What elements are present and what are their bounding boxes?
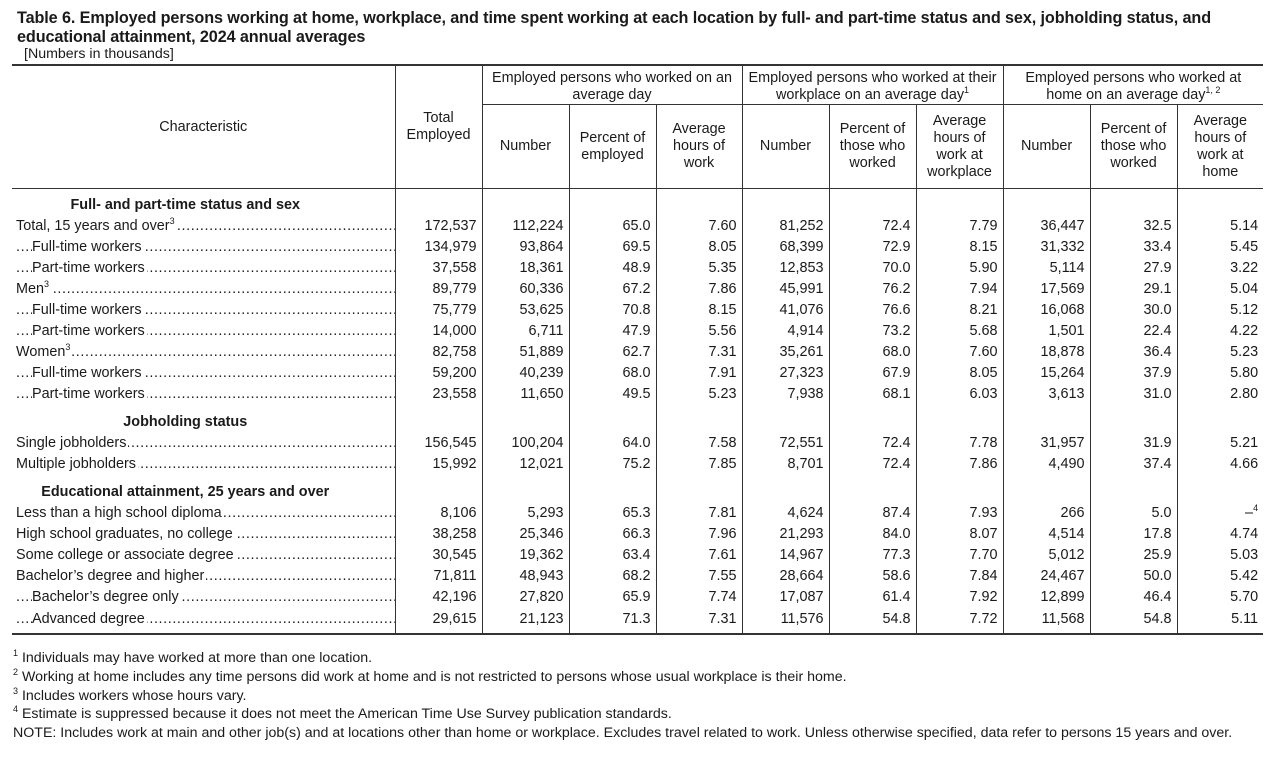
- value-cell: 25.9: [1090, 545, 1177, 566]
- value-cell: 84.0: [829, 524, 916, 545]
- value-cell: 7.78: [916, 433, 1003, 454]
- value-cell: 71,811: [395, 566, 482, 587]
- value-cell: 7.85: [656, 454, 742, 475]
- table-row: [12, 363, 1263, 384]
- value-cell: 7.74: [656, 587, 742, 608]
- value-cell: 5.68: [916, 321, 1003, 342]
- table-row: [12, 524, 1263, 545]
- value-cell: 71.3: [569, 608, 656, 634]
- table-row: [12, 342, 1263, 363]
- table-row: [12, 237, 1263, 258]
- value-cell: 7.91: [656, 363, 742, 384]
- empty-cell: [742, 475, 829, 503]
- value-cell: 32.5: [1090, 216, 1177, 237]
- row-label: Full-time workers .....: [12, 237, 395, 258]
- value-cell: 15,992: [395, 454, 482, 475]
- value-cell: 76.2: [829, 279, 916, 300]
- value-cell: 7.84: [916, 566, 1003, 587]
- value-cell: 7.70: [916, 545, 1003, 566]
- value-cell: 4,490: [1003, 454, 1090, 475]
- value-cell: 33.4: [1090, 237, 1177, 258]
- empty-cell: [656, 475, 742, 503]
- value-cell: 82,758: [395, 342, 482, 363]
- value-cell: 5,012: [1003, 545, 1090, 566]
- table-row: [12, 566, 1263, 587]
- section-header-row: [12, 405, 1263, 433]
- row-label: Bachelor’s degree and higher .....: [12, 566, 395, 587]
- value-cell: 6,711: [482, 321, 569, 342]
- value-cell: 75.2: [569, 454, 656, 475]
- value-cell: 5.35: [656, 258, 742, 279]
- value-cell: 72.4: [829, 433, 916, 454]
- table-row: [12, 300, 1263, 321]
- value-cell: 58.6: [829, 566, 916, 587]
- table-row: [12, 503, 1263, 524]
- value-cell: 3,613: [1003, 384, 1090, 405]
- value-cell: 37.9: [1090, 363, 1177, 384]
- footnotes: [13, 649, 1263, 743]
- value-cell: 31.0: [1090, 384, 1177, 405]
- empty-cell: [1003, 189, 1090, 217]
- value-cell: 31,332: [1003, 237, 1090, 258]
- value-cell: 8.21: [916, 300, 1003, 321]
- section-header-row: [12, 189, 1263, 217]
- value-cell: 77.3: [829, 545, 916, 566]
- header-group-workplace: Employed persons who worked at their workplace on an average day$^1$: [742, 65, 1003, 105]
- value-cell: 37,558: [395, 258, 482, 279]
- empty-cell: [1177, 475, 1263, 503]
- value-cell: 5.90: [916, 258, 1003, 279]
- row-label: Multiple jobholders .....: [12, 454, 395, 475]
- table-row: [12, 608, 1263, 634]
- value-cell: 54.8: [1090, 608, 1177, 634]
- value-cell: 5.21: [1177, 433, 1263, 454]
- value-cell: 12,853: [742, 258, 829, 279]
- empty-cell: [656, 405, 742, 433]
- table-row: [12, 279, 1263, 300]
- value-cell: 7.31: [656, 342, 742, 363]
- value-cell: 30,545: [395, 545, 482, 566]
- value-cell: 7.79: [916, 216, 1003, 237]
- empty-cell: [395, 189, 482, 217]
- value-cell: 31.9: [1090, 433, 1177, 454]
- value-cell: 7.61: [656, 545, 742, 566]
- value-cell: 100,204: [482, 433, 569, 454]
- value-cell: 64.0: [569, 433, 656, 454]
- value-cell: 2.80: [1177, 384, 1263, 405]
- row-label: Some college or associate degree .....: [12, 545, 395, 566]
- empty-cell: [395, 475, 482, 503]
- value-cell: 46.4: [1090, 587, 1177, 608]
- value-cell: 15,264: [1003, 363, 1090, 384]
- value-cell: 76.6: [829, 300, 916, 321]
- header-group-worked: Employed persons who worked on an average day: [482, 65, 742, 105]
- header-workplace-percent: Percent of those who worked: [829, 105, 916, 189]
- empty-cell: [829, 475, 916, 503]
- value-cell: 4.74: [1177, 524, 1263, 545]
- section-title: Full- and part-time status and sex: [70, 197, 300, 213]
- row-label: Bachelor’s degree only .....: [12, 587, 395, 608]
- value-cell: 3.22: [1177, 258, 1263, 279]
- value-cell: 11,568: [1003, 608, 1090, 634]
- value-cell: 8.05: [916, 363, 1003, 384]
- value-cell: 60,336: [482, 279, 569, 300]
- value-cell: 38,258: [395, 524, 482, 545]
- value-cell: 68.1: [829, 384, 916, 405]
- value-cell: 6.03: [916, 384, 1003, 405]
- section-title: Educational attainment, 25 years and over: [41, 484, 330, 500]
- value-cell: 93,864: [482, 237, 569, 258]
- value-cell: 16,068: [1003, 300, 1090, 321]
- empty-cell: [395, 405, 482, 433]
- value-cell: 17.8: [1090, 524, 1177, 545]
- empty-cell: [829, 189, 916, 217]
- value-cell: 12,899: [1003, 587, 1090, 608]
- empty-cell: [482, 189, 569, 217]
- value-cell: 5.11: [1177, 608, 1263, 634]
- value-cell: 49.5: [569, 384, 656, 405]
- value-cell: 8.07: [916, 524, 1003, 545]
- value-cell: 4,624: [742, 503, 829, 524]
- empty-cell: [569, 475, 656, 503]
- empty-cell: [916, 475, 1003, 503]
- value-cell: 8,106: [395, 503, 482, 524]
- value-cell: 12,021: [482, 454, 569, 475]
- value-cell: 4,514: [1003, 524, 1090, 545]
- value-cell: 5.03: [1177, 545, 1263, 566]
- value-cell: 59,200: [395, 363, 482, 384]
- value-cell: 27,323: [742, 363, 829, 384]
- value-cell: 67.9: [829, 363, 916, 384]
- value-cell: 87.4: [829, 503, 916, 524]
- empty-cell: [742, 189, 829, 217]
- value-cell: 68.0: [829, 342, 916, 363]
- empty-cell: [569, 189, 656, 217]
- value-cell: 17,087: [742, 587, 829, 608]
- header-home-hours: Average hours of work at home: [1177, 105, 1263, 189]
- footnote-1: $^1$ Individuals may have worked at more than one location.: [13, 648, 373, 666]
- row-label: Full-time workers .....: [12, 300, 395, 321]
- value-cell: 48.9: [569, 258, 656, 279]
- empty-cell: [916, 189, 1003, 217]
- row-label: High school graduates, no college .....: [12, 524, 395, 545]
- table-body: [12, 189, 1263, 635]
- row-label: Advanced degree .....: [12, 608, 395, 634]
- value-cell: 7.93: [916, 503, 1003, 524]
- value-cell: 134,979: [395, 237, 482, 258]
- row-label: Less than a high school diploma .....: [12, 503, 395, 524]
- footnote-4: $^4$ Estimate is suppressed because it does not meet the American Time Use Survey publication standards.: [13, 704, 672, 723]
- value-cell: 5.80: [1177, 363, 1263, 384]
- empty-cell: [1177, 189, 1263, 217]
- value-cell: 5.42: [1177, 566, 1263, 587]
- header-characteristic: Characteristic: [12, 65, 395, 189]
- value-cell: 8,701: [742, 454, 829, 475]
- value-cell: 29.1: [1090, 279, 1177, 300]
- value-cell: 7.58: [656, 433, 742, 454]
- value-cell: 72.4: [829, 454, 916, 475]
- value-cell: 65.9: [569, 587, 656, 608]
- table-row: [12, 321, 1263, 342]
- table-note: NOTE: Includes work at main and other job(s) and at locations other than home or workplace. Excludes travel related to work. Unless otherwise specified, data refer to persons 15 years and over.: [13, 725, 1233, 742]
- value-cell: 11,650: [482, 384, 569, 405]
- value-cell: 37.4: [1090, 454, 1177, 475]
- value-cell: 7.86: [656, 279, 742, 300]
- value-cell: 21,123: [482, 608, 569, 634]
- header-home-number: Number: [1003, 105, 1090, 189]
- value-cell: 65.0: [569, 216, 656, 237]
- value-cell: 50.0: [1090, 566, 1177, 587]
- header-group-home: Employed persons who worked at home on an average day$^{1, 2}$: [1003, 65, 1263, 105]
- value-cell: 7.86: [916, 454, 1003, 475]
- empty-cell: [482, 475, 569, 503]
- value-cell: 45,991: [742, 279, 829, 300]
- value-cell: 47.9: [569, 321, 656, 342]
- value-cell: 51,889: [482, 342, 569, 363]
- value-cell: 70.8: [569, 300, 656, 321]
- value-cell: 5.12: [1177, 300, 1263, 321]
- value-cell: 5.56: [656, 321, 742, 342]
- value-cell: 53,625: [482, 300, 569, 321]
- value-cell: 48,943: [482, 566, 569, 587]
- value-cell: 5,114: [1003, 258, 1090, 279]
- footnote-2: $^2$ Working at home includes any time persons did work at home and is not restricted to persons whose usual workplace is their home.: [13, 666, 847, 685]
- empty-cell: [1090, 405, 1177, 433]
- value-cell: 5,293: [482, 503, 569, 524]
- value-cell: 66.3: [569, 524, 656, 545]
- value-cell: 19,362: [482, 545, 569, 566]
- table-row: [12, 216, 1263, 237]
- empty-cell: [1090, 189, 1177, 217]
- value-cell: 7.96: [656, 524, 742, 545]
- value-cell: 7.55: [656, 566, 742, 587]
- value-cell: 7.94: [916, 279, 1003, 300]
- value-cell: 7.81: [656, 503, 742, 524]
- value-cell: 11,576: [742, 608, 829, 634]
- section-header-row: [12, 475, 1263, 503]
- header-home-percent: Percent of those who worked: [1090, 105, 1177, 189]
- header-total-employed: Total Employed: [395, 65, 482, 189]
- value-cell: 54.8: [829, 608, 916, 634]
- value-cell: 89,779: [395, 279, 482, 300]
- empty-cell: [1090, 475, 1177, 503]
- empty-cell: [1003, 405, 1090, 433]
- value-cell: 35,261: [742, 342, 829, 363]
- value-cell: 7.72: [916, 608, 1003, 634]
- value-cell: 68.2: [569, 566, 656, 587]
- table-row: [12, 587, 1263, 608]
- value-cell: 266: [1003, 503, 1090, 524]
- value-cell: 5.23: [656, 384, 742, 405]
- value-cell: 7,938: [742, 384, 829, 405]
- value-cell: 68.0: [569, 363, 656, 384]
- value-cell: 5.14: [1177, 216, 1263, 237]
- value-cell: 4,914: [742, 321, 829, 342]
- value-cell: 27,820: [482, 587, 569, 608]
- empty-cell: [916, 405, 1003, 433]
- empty-cell: [569, 405, 656, 433]
- value-cell: 75,779: [395, 300, 482, 321]
- table-row: [12, 384, 1263, 405]
- table-row: [12, 258, 1263, 279]
- value-cell: 72.4: [829, 216, 916, 237]
- value-cell: 7.60: [656, 216, 742, 237]
- value-cell: 8.05: [656, 237, 742, 258]
- value-cell: 70.0: [829, 258, 916, 279]
- row-label: Women$^3$ .....: [12, 342, 395, 363]
- row-label: Total, 15 years and over$^3$ .....: [12, 216, 395, 237]
- header-worked-percent: Percent of employed: [569, 105, 656, 189]
- empty-cell: [482, 405, 569, 433]
- value-cell: 4.22: [1177, 321, 1263, 342]
- header-worked-number: Number: [482, 105, 569, 189]
- row-label: Part-time workers .....: [12, 321, 395, 342]
- value-cell: 5.23: [1177, 342, 1263, 363]
- value-cell: 112,224: [482, 216, 569, 237]
- value-cell: 28,664: [742, 566, 829, 587]
- value-cell: 36,447: [1003, 216, 1090, 237]
- empty-cell: [1003, 475, 1090, 503]
- value-cell: 18,361: [482, 258, 569, 279]
- value-cell: 14,000: [395, 321, 482, 342]
- value-cell: 1,501: [1003, 321, 1090, 342]
- value-cell: 62.7: [569, 342, 656, 363]
- value-cell: 72.9: [829, 237, 916, 258]
- value-cell: 5.70: [1177, 587, 1263, 608]
- value-cell: 81,252: [742, 216, 829, 237]
- value-cell: 7.31: [656, 608, 742, 634]
- value-cell: 67.2: [569, 279, 656, 300]
- value-cell: 68,399: [742, 237, 829, 258]
- value-cell: 7.92: [916, 587, 1003, 608]
- row-label: Part-time workers .....: [12, 258, 395, 279]
- value-cell: –$^4$: [1177, 503, 1263, 524]
- value-cell: 63.4: [569, 545, 656, 566]
- value-cell: 17,569: [1003, 279, 1090, 300]
- empty-cell: [656, 189, 742, 217]
- table-row: [12, 454, 1263, 475]
- empty-cell: [1177, 405, 1263, 433]
- value-cell: 5.0: [1090, 503, 1177, 524]
- value-cell: 172,537: [395, 216, 482, 237]
- value-cell: 42,196: [395, 587, 482, 608]
- value-cell: 65.3: [569, 503, 656, 524]
- table-row: [12, 545, 1263, 566]
- row-label: Part-time workers .....: [12, 384, 395, 405]
- value-cell: 8.15: [656, 300, 742, 321]
- footnote-3: $^3$ Includes workers whose hours vary.: [13, 685, 247, 704]
- value-cell: 29,615: [395, 608, 482, 634]
- section-title: Jobholding status: [123, 414, 248, 430]
- empty-cell: [829, 405, 916, 433]
- value-cell: 61.4: [829, 587, 916, 608]
- value-cell: 27.9: [1090, 258, 1177, 279]
- value-cell: 21,293: [742, 524, 829, 545]
- value-cell: 69.5: [569, 237, 656, 258]
- row-label: Men$^3$ .....: [12, 279, 395, 300]
- value-cell: 24,467: [1003, 566, 1090, 587]
- value-cell: 30.0: [1090, 300, 1177, 321]
- table-title: Table 6. Employed persons working at home, workplace, and time spent working at each location by full- and part-time status and sex, jobholding status, and educational attainment, 2024 annual averages: [17, 9, 1211, 46]
- value-cell: 25,346: [482, 524, 569, 545]
- value-cell: 36.4: [1090, 342, 1177, 363]
- units-note: [Numbers in thousands]: [24, 46, 174, 62]
- value-cell: 23,558: [395, 384, 482, 405]
- value-cell: 22.4: [1090, 321, 1177, 342]
- value-cell: 14,967: [742, 545, 829, 566]
- value-cell: 41,076: [742, 300, 829, 321]
- empty-cell: [742, 405, 829, 433]
- value-cell: 40,239: [482, 363, 569, 384]
- value-cell: 156,545: [395, 433, 482, 454]
- row-label: Full-time workers .....: [12, 363, 395, 384]
- header-workplace-number: Number: [742, 105, 829, 189]
- data-table: [12, 64, 1263, 635]
- header-worked-hours: Average hours of work: [656, 105, 742, 189]
- value-cell: 5.04: [1177, 279, 1263, 300]
- value-cell: 73.2: [829, 321, 916, 342]
- value-cell: 5.45: [1177, 237, 1263, 258]
- value-cell: 31,957: [1003, 433, 1090, 454]
- row-label: Single jobholders .....: [12, 433, 395, 454]
- value-cell: 72,551: [742, 433, 829, 454]
- value-cell: 8.15: [916, 237, 1003, 258]
- header-workplace-hours: Average hours of work at workplace: [916, 105, 1003, 189]
- value-cell: 18,878: [1003, 342, 1090, 363]
- value-cell: 4.66: [1177, 454, 1263, 475]
- table-row: [12, 433, 1263, 454]
- value-cell: 7.60: [916, 342, 1003, 363]
